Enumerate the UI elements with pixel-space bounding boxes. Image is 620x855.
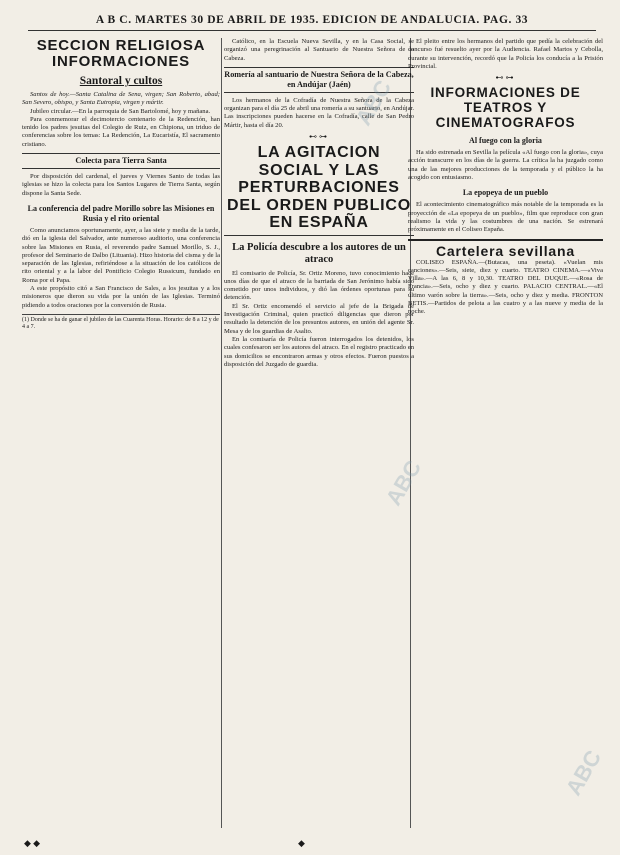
colecta-heading: Colecta para Tierra Santa (22, 153, 220, 169)
column-divider (221, 38, 222, 828)
watermark-abc: ABC (380, 455, 427, 510)
story-subtitle: La Policía descubre a los autores de un atraco (232, 241, 406, 265)
page-header: A B C. MARTES 30 DE ABRIL DE 1935. EDICION DE ANDALUCIA. PAG. 33 (28, 12, 596, 31)
jubileo-text: Jubileo circular.—En la parroquia de San Bartolomé, hoy y mañana. (30, 107, 211, 115)
column-religious (22, 38, 220, 838)
watermark-abc: ABC (350, 75, 397, 130)
story-title: LA AGITACION SOCIAL Y LAS PERTURBACIONES DEL ORDEN PUBLICO EN ESPAÑA (227, 144, 411, 232)
santoral-title: Santoral y cultos (79, 75, 163, 87)
ornament-divider: ⊷⊶ (309, 132, 329, 142)
column-news (224, 38, 414, 838)
gloria-text: Ha sido estrenada en Sevilla la película «Al fuego con la gloria», cuya acción transcurre en los días de la guerra. La crítica la ha juzgado como una de las mejores producciones de la temporada y el público la ha acogido con entusiasmo. (408, 149, 603, 182)
story-text: El comisario de Policía, Sr. Ortiz Moreno, tuvo conocimiento hace unos días de que el atraco de la barriada de San Jerónimo había sido cometido por unos individuos, y dió las órdenes oportunas para su detención. (224, 269, 414, 302)
top-text: El pleito entre los hermanos del partido que pedía la celebración del concurso fué resuelto ayer por la Audiencia. Rafael Martos y Cebolla, durante su intervención, recordó que la Policía los conducía a la Prisión Provincial. (408, 38, 603, 70)
conferencia-heading: La conferencia del padre Morillo sobre las Misiones en Rusia y el rito oriental (27, 203, 215, 223)
santoral-heading (22, 75, 220, 88)
cartelera-text: COLISEO ESPAÑA.—(Butacas, una peseta). «Vuelan mis canciones».—Seis, siete, diez y cuarto. TEATRO CINEMA.—«Viva Villa».—A las 6, 8 y 10,30. TEATRO DEL DUQUE.—«Rosa de Francia».—Seis, ocho y diez y cuarto. PALACIO CENTRAL.—«El último varón sobre la tierra».—Seis, ocho y diez y media. FRONTON BETIS.—Partidos de pelota a las cuatro y a las nueve y media de la noche. (408, 258, 603, 316)
gloria-heading: Al fuego con la gloria (469, 136, 542, 146)
title-rule (224, 235, 414, 236)
epopeya-text: El acontecimiento cinematográfico más notable de la temporada es la proyección de «La epopeya de un pueblo», film que reproduce con gran realismo la vida y las costumbres de una nación. Se estrenará próximamente en el Coliseo España. (408, 201, 603, 234)
section-title: SECCION RELIGIOSA INFORMACIONES (36, 38, 206, 70)
conferencia-text-2: A este propósito citó a San Francisco de Sales, a los jesuitas y a los misioneros que dieron su vida por la unión de las Iglesias. Terminó pidiendo a todos oraciones por la conversión de Rusia. (22, 285, 220, 309)
story-text-3: En la comisaría de Policía fueron interrogados los detenidos, los cuales confesaron ser los autores del atraco. En el registro practicado en sus domicilios se encontraron armas y otros efectos. Fueron puestos a disposición del Juzgado de guardia. (224, 335, 414, 368)
epopeya-heading: La epopeya de un pueblo (462, 188, 549, 198)
conferencia-text: Como anunciamos oportunamente, ayer, a las siete y media de la tarde, dió en la iglesia del Salvador, ante numeroso auditorio, una conferencia sobre las Misiones en Rusia, el reverendo padre Samuel Morillo, S. J., profesor del Seminario de Dalbo (Lituania). Hizo historia del cisma y de la separación de las Iglesias, refiriéndose a la situación de los católicos de rito oriental y a la labor del Pontificio Colegio Russicum, fundado en Roma por el Papa. (22, 226, 220, 284)
theatre-section-title: INFORMACIONES DE TEATROS Y CINEMATOGRAFOS (430, 85, 581, 131)
romeria-heading: Romería al santuario de Nuestra Señora de la Cabeza, en Andújar (Jaén) (224, 67, 414, 93)
intro-text: Católico, en la Escuela Nueva Sevilla, y en la Casa Social, se organizó una peregrinación al Santuario de Nuestra Señora de la Cabeza. (224, 38, 414, 62)
registration-mark: ◆ ◆ (24, 838, 41, 848)
registration-mark: ◆ (298, 838, 305, 848)
santoral-text: Santos de hoy.—Santa Catalina de Sena, virgen; San Roberto, abad; San Severo, obispo, y Santa Eutropia, virgen y mártir. (22, 91, 220, 107)
ornament-divider: ⊷⊶ (495, 73, 516, 83)
column-theatre (408, 38, 603, 838)
triduo-text: Para conmemorar el decimotercio centenario de la Redención, han tenido los padres jesuitas del Colegio de Ruiz, en Chipiona, un triduo de conferencias sobre los temas: La Redención, La Eucaristía, El sacramento cristiano. (22, 115, 220, 148)
colecta-text: Por disposición del cardenal, el jueves y Viernes Santo de todas las iglesias se hizo la colecta para los Santos Lugares de Tierra Santa, según dispone la Santa Sede. (22, 173, 220, 197)
cartelera-title: Cartelera sevillana (408, 239, 603, 259)
footnote: (1) Donde se ha de ganar el jubileo de las Cuarenta Horas. Horario: de 8 a 12 y de 4 a 7. (22, 314, 220, 332)
romeria-text: Los hermanos de la Cofradía de Nuestra Señora de la Cabeza organizan para el día 25 de abril una romería a su santuario, en Andújar. Las inscripciones pueden hacerse en la Cofradía, calle de San Pedro Mártir, hasta el día 20. (224, 96, 414, 129)
watermark-abc: ABC (560, 745, 607, 800)
story-text-2: El Sr. Ortiz encomendó el servicio al jefe de la Brigada de Investigación Criminal, quien practicó diligencias que dieron por resultado la detención de los presuntos autores, en unión del agente Sr. Mesa y de los guardias de Asalto. (224, 302, 414, 335)
